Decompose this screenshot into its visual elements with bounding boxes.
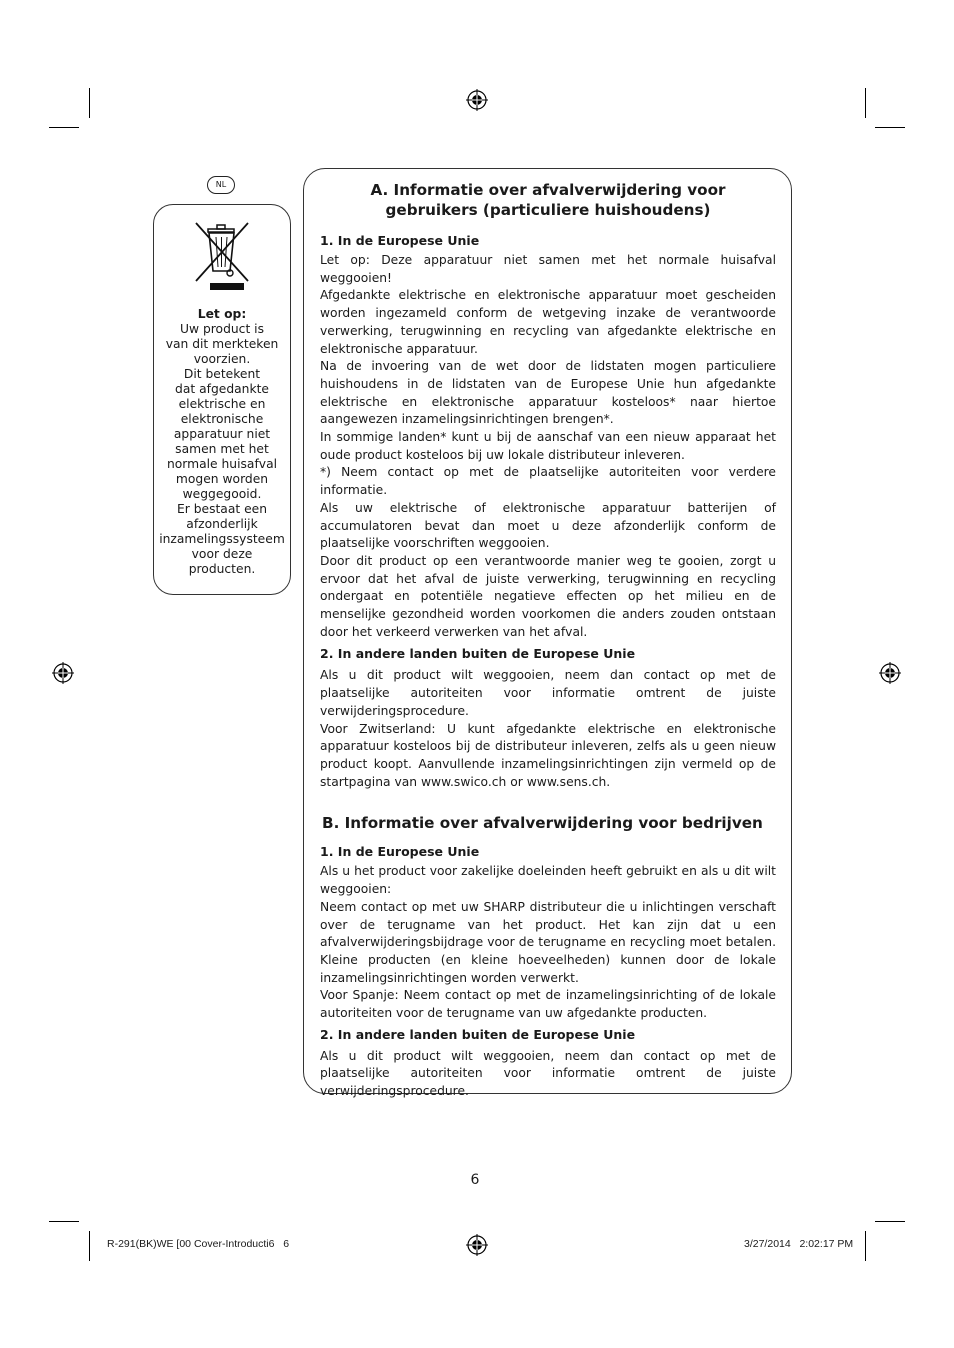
crop-mark — [89, 1231, 90, 1261]
notice-line: apparatuur niet — [173, 427, 271, 441]
paragraph: Afgedankte elektrische en elektronische apparatuur moet gescheiden worden ingezameld conform de wetgeving inzake de verantwoorde verwerking, terugwinning en recycling van afgedankte elektrische en elektronische apparatuur. — [320, 288, 776, 356]
notice-line: mogen worden — [175, 472, 269, 486]
notice-line: inzamelingssysteem — [159, 532, 285, 546]
notice-line: voor deze — [191, 547, 253, 561]
notice-line: weggegooid. — [182, 487, 262, 501]
registration-mark-icon — [466, 1234, 488, 1256]
notice-line: Uw product is — [180, 322, 264, 336]
section-a-sub1-heading: 1. In de Europese Unie — [320, 233, 480, 248]
crop-mark — [865, 88, 866, 118]
section-a-title-line: A. Informatie over afvalverwijdering voor — [370, 181, 726, 199]
section-b-sub1-heading: 1. In de Europese Unie — [320, 844, 480, 860]
notice-line: afzonderlijk — [186, 517, 258, 531]
disposal-info-content — [320, 180, 776, 1101]
notice-line: samen met het — [175, 442, 269, 456]
paragraph: Let op: Deze apparatuur niet samen met het normale huisafval weggooien! — [320, 253, 776, 285]
print-slug-file: R-291(BK)WE [00 Cover-Introducti6 6 — [107, 1238, 290, 1250]
crop-mark — [49, 1221, 79, 1222]
language-badge: NL — [207, 176, 235, 194]
notice-line: Dit betekent — [183, 367, 261, 381]
notice-line: Er bestaat een — [176, 502, 268, 516]
crop-mark — [865, 1231, 866, 1261]
registration-mark-icon — [52, 662, 74, 684]
crop-mark — [875, 127, 905, 128]
notice-line: producten. — [188, 562, 256, 576]
paragraph: Als uw elektrische of elektronische apparatuur batterijen of accumulatoren bevat dan moet u deze afzonderlijk conform de plaatselijke voorschriften weggooien. — [320, 500, 776, 551]
registration-mark-icon — [466, 89, 488, 111]
paragraph: Als u dit product wilt weggooien, neem dan contact op met de plaatselijke autoriteiten voor informatie omtrent de juiste verwijderingsprocedure. — [320, 668, 776, 718]
notice-line: normale huisafval — [166, 457, 278, 471]
print-slug-timestamp: 3/27/2014 2:02:17 PM — [744, 1238, 854, 1250]
page-number: 6 — [470, 1172, 480, 1188]
section-b-title: B. Informatie over afvalverwijdering voor bedrijven — [322, 814, 763, 833]
notice-heading: Let op: — [197, 307, 247, 321]
paragraph: Neem contact op met uw SHARP distributeur die u inlichtingen verschaft over de terugname van het product. Het kan zijn dat u een afvalverwijderingsbijdrage voor de terugname en recycling moet betalen. Kleine producten (en kleine hoeveelheden) kunnen door de lokale inzamelingsinrichtingen worden verwerkt. — [320, 899, 776, 985]
weee-notice-box — [153, 204, 291, 595]
section-b-sub2-heading: 2. In andere landen buiten de Europese Unie — [320, 1026, 636, 1042]
crop-mark — [49, 127, 79, 128]
paragraph: Na de invoering van de wet door de lidstaten mogen particuliere huishoudens in de lidstaten van de Europese Unie hun afgedankte elektrische en elektronische apparatuur kosteloos* naar hiertoe aangewezen inzamelingsinrichtingen brengen*. — [320, 359, 776, 427]
notice-line: elektrische en — [178, 397, 266, 411]
paragraph: Voor Spanje: Neem contact op met de inzamelingsinrichting of de lokale autoriteiten voor de terugname van uw afgedankte producten. — [320, 988, 776, 1021]
paragraph: Door dit product op een verantwoorde manier weg te gooien, zorgt u ervoor dat het afval de juiste verwerking, terugwinning en recycling ondergaat en potentiële negatieve effecten op het milieu en de menselijke gezondheid worden voorkomen die anders zouden ontstaan door het verkeerd verwerken van het afval. — [320, 553, 776, 639]
notice-line: voorzien. — [193, 352, 251, 366]
notice-line: elektronische — [180, 412, 264, 426]
paragraph: *) Neem contact op met de plaatselijke autoriteiten voor verdere informatie. — [320, 465, 776, 498]
section-a-title-line: gebruikers (particuliere huishoudens) — [385, 201, 711, 219]
crop-mark — [89, 88, 90, 118]
weee-notice-text — [158, 307, 286, 577]
section-a-title — [320, 180, 776, 220]
paragraph: Voor Zwitserland: U kunt afgedankte elektrische en elektronische apparatuur kosteloos bij de distributeur inleveren, zelfs als u geen nieuw product koopt. Aanvullende inzamelingsinrichtingen zijn vermeld op de startpagina van www.swico.ch or www.sens.ch. — [320, 721, 776, 789]
registration-mark-icon — [879, 662, 901, 684]
paragraph: In sommige landen* kunt u bij de aanschaf van een nieuw apparaat het oude product kosteloos bij uw lokale distributeur inleveren. — [320, 430, 776, 462]
notice-line: van dit merkteken — [165, 337, 279, 351]
paragraph: Als u dit product wilt weggooien, neem dan contact op met de plaatselijke autoriteiten voor informatie omtrent de juiste verwijderingsprocedure. — [320, 1048, 776, 1099]
symbol-underline-bar — [210, 283, 244, 290]
notice-line: dat afgedankte — [175, 382, 269, 396]
paragraph: Als u het product voor zakelijke doeleinden heeft gebruikt en als u dit wilt weggooien: — [320, 864, 776, 897]
section-a-sub2-heading: 2. In andere landen buiten de Europese Unie — [320, 646, 636, 662]
crop-mark — [875, 1221, 905, 1222]
